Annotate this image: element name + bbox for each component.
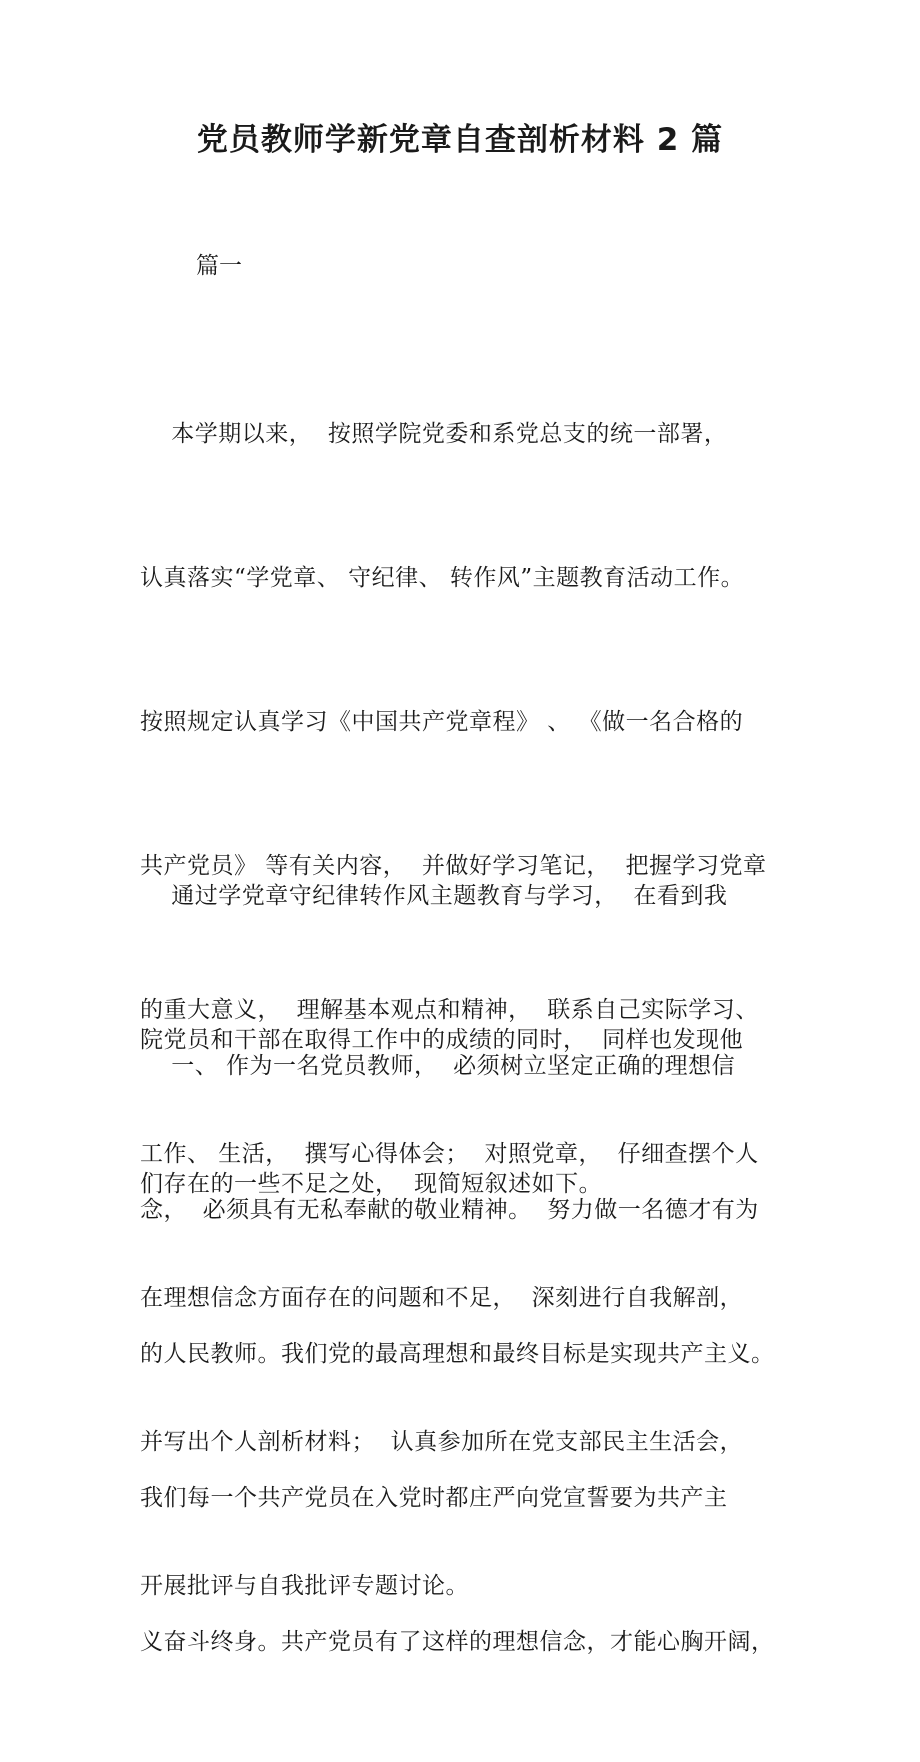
- paragraph-line: 一、 作为一名党员教师， 必须树立坚定正确的理想信: [140, 1053, 736, 1079]
- paragraph-line: 按照规定认真学习《中国共产党章程》 、 《做一名合格的: [140, 709, 744, 735]
- paragraph-line: 通过学党章守纪律转作风主题教育与学习， 在看到我: [140, 883, 728, 909]
- paragraph-line: 认真落实“学党章、 守纪律、 转作风”主题教育活动工作。: [140, 565, 745, 591]
- paragraph-line: 我们每一个共产党员在入党时都庄严向党宣誓要为共产主: [140, 1485, 728, 1511]
- paragraph-line: 开展批评与自我批评专题讨论。: [140, 1573, 469, 1599]
- paragraph-line: 工作、 生活， 撰写心得体会； 对照党章， 仔细查摆个人: [140, 1141, 759, 1167]
- paragraph-line: 院党员和干部在取得工作中的成绩的同时， 同样也发现他: [140, 1027, 744, 1053]
- paragraph-line: 的人民教师。我们党的最高理想和最终目标是实现共产主义。: [140, 1341, 775, 1367]
- paragraph-line: 的重大意义， 理解基本观点和精神， 联系自己实际学习、: [140, 997, 759, 1023]
- paragraph-line: 共产党员》 等有关内容， 并做好学习笔记， 把握学习党章: [140, 853, 767, 879]
- paragraph-line: 并写出个人剖析材料； 认真参加所在党支部民主生活会，: [140, 1429, 744, 1455]
- paragraph-line: 义奋斗终身。共产党员有了这样的理想信念，才能心胸开阔，: [140, 1629, 775, 1655]
- paragraph-line: 在理想信念方面存在的问题和不足， 深刻进行自我解剖，: [140, 1285, 744, 1311]
- paragraph-line: 念， 必须具有无私奉献的敬业精神。 努力做一名德才有为: [140, 1197, 759, 1223]
- section-label: 篇一: [196, 253, 242, 279]
- paragraph-line: 本学期以来， 按照学院党委和系党总支的统一部署，: [140, 421, 728, 447]
- paragraph-line: 们存在的一些不足之处， 现简短叙述如下。: [140, 1171, 603, 1197]
- paragraph-3: [140, 946, 790, 1762]
- document-title: 党员教师学新党章自查剖析材料 2 篇: [196, 122, 724, 158]
